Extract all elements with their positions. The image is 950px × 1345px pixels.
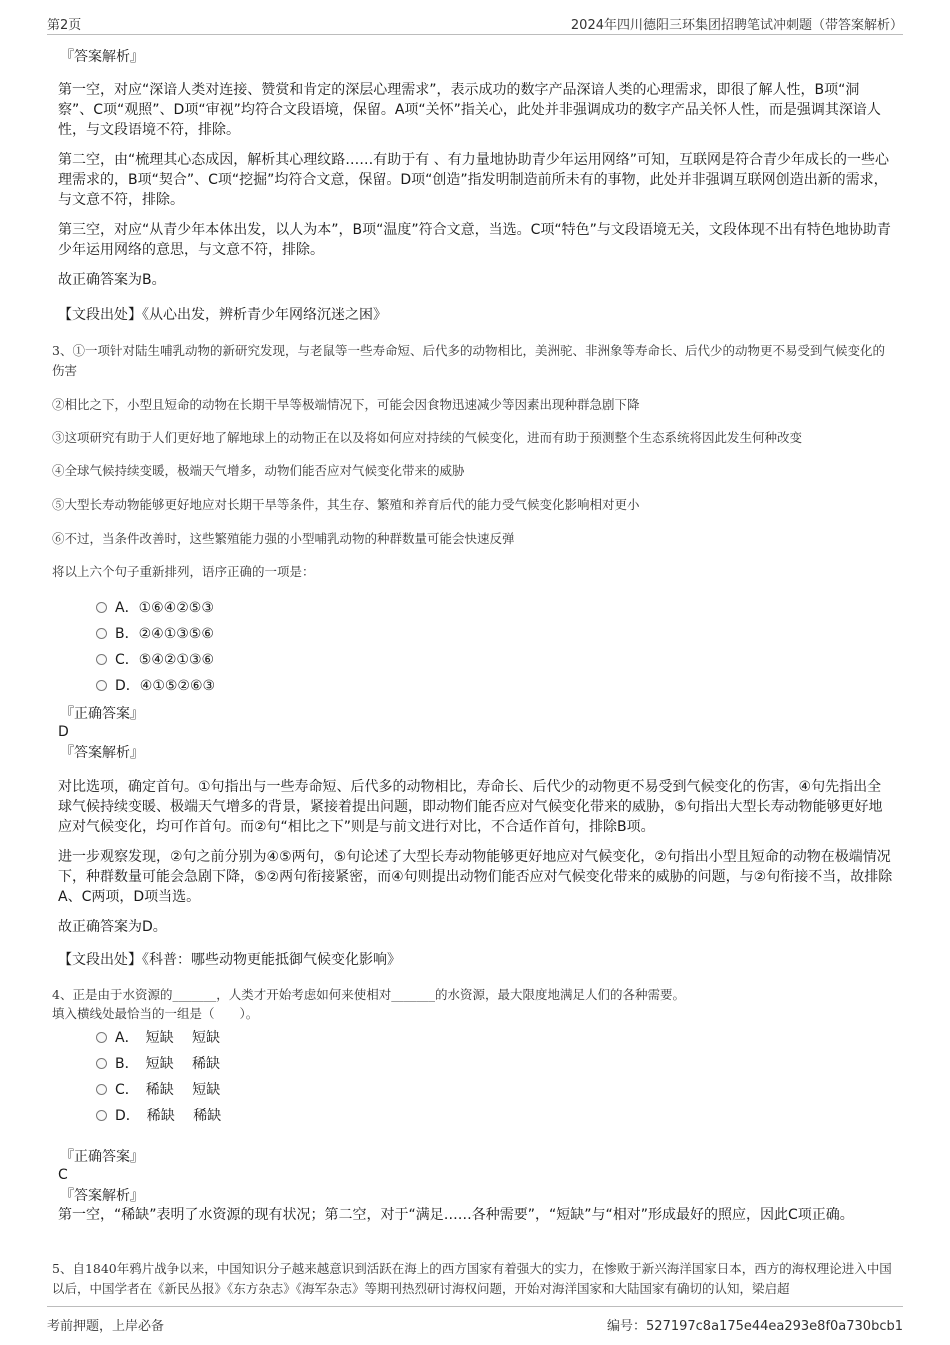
q3-sentence-4: ④全球气候持续变暖，极端天气增多，动物们能否应对气候变化带来的威胁 <box>52 463 465 478</box>
q3-stem-sentence-1: 3、①一项针对陆生哺乳动物的新研究发现，与老鼠等一些寿命短、后代多的动物相比，美洲驼、非洲象等寿命长、后代少的动物更不易受到气候变化的伤害 <box>52 343 885 378</box>
q2-analysis-paragraph-1: 第一空，对应“深谙人类对连接、赞赏和肯定的深层心理需求”，表示成功的数字产品深谙人类的心理需求，即很了解人性，B项“洞察”、C项“观照”、D项“审视”均符合文段语境，保留。A项“关怀”指关心，此处并非强调成功的数字产品关怀人性，而是强调其深谙人性，与文段语境不符，排除。 <box>58 82 881 138</box>
q3-sentence-6: ⑥不过，当条件改善时，这些繁殖能力强的小型哺乳动物的种群数量可能会快速反弹 <box>52 531 515 546</box>
radio-icon[interactable] <box>96 628 107 639</box>
q2-conclusion: 故正确答案为B。 <box>58 272 166 288</box>
q2-analysis-paragraph-2: 第二空，由“梳理其心态成因，解析其心理纹路……有助于有 、有力量地协助青少年运用网络”可知，互联网是符合青少年成长的一些心理需求的，B项“契合”、C项“挖掘”均符合文意，保留。D项“创造”指发明制造前所未有的事物，此处并非强调互联网创造出新的需求，与文意不符，排除。 <box>58 152 889 208</box>
q3-source: 【文段出处】《科普：哪些动物更能抵御气候变化影响》 <box>58 952 401 968</box>
q4-analysis-paragraph-1: 第一空，“稀缺”表明了水资源的现有状况；第二空，对于“满足……各种需要”，“短缺”与“相对”形成最好的照应，因此C项正确。 <box>58 1207 854 1223</box>
q3-option-d[interactable] <box>96 676 215 696</box>
q4-option-d[interactable] <box>96 1106 221 1126</box>
q4-stem: 4、正是由于水资源的_______，人类才开始考虑如何来使相对_______的水资源，最大限度地满足人们的各种需要。 <box>52 987 685 1002</box>
q3-answer: D <box>58 724 69 740</box>
q3-conclusion: 故正确答案为D。 <box>58 919 167 935</box>
q4-option-a-label: A． 短缺 短缺 <box>115 1030 221 1046</box>
q4-prompt: 填入横线处最恰当的一组是（ ）。 <box>52 1006 259 1021</box>
radio-icon[interactable] <box>96 602 107 613</box>
q5-stem: 5、自1840年鸦片战争以来，中国知识分子越来越意识到活跃在海上的西方国家有着强大的实力，在惨败于新兴海洋国家日本，西方的海权理论进入中国以后，中国学者在《新民丛报》《东方杂志》《海军杂志》等期刊热烈研讨海权问题，开始对海洋国家和大陆国家有确切的认知，梁启超 <box>52 1261 892 1296</box>
q3-option-a[interactable] <box>96 598 214 618</box>
q4-option-a[interactable] <box>96 1028 220 1048</box>
q3-sentence-5: ⑤大型长寿动物能够更好地应对长期干旱等条件，其生存、繁殖和养育后代的能力受气候变化影响相对更小 <box>52 497 640 512</box>
q3-option-d-label: D．④①⑤②⑥③ <box>115 678 216 694</box>
q4-option-d-label: D． 稀缺 稀缺 <box>115 1108 222 1124</box>
q3-option-c[interactable] <box>96 650 214 670</box>
radio-icon[interactable] <box>96 1084 107 1095</box>
q3-option-b[interactable] <box>96 624 214 644</box>
footer-document-code: 编号：527197c8a175e44ea293e8f0a730bcb1 <box>607 1319 903 1334</box>
q4-option-b[interactable] <box>96 1054 220 1074</box>
q2-analysis-label: 『答案解析』 <box>60 49 144 65</box>
footer-slogan: 考前押题，上岸必备 <box>47 1319 165 1334</box>
q3-option-c-label: C．⑤④②①③⑥ <box>115 652 215 668</box>
radio-icon[interactable] <box>96 1032 107 1043</box>
radio-icon[interactable] <box>96 1110 107 1121</box>
q4-option-c-label: C． 稀缺 短缺 <box>115 1082 221 1098</box>
page-footer <box>47 1306 903 1337</box>
q4-option-c[interactable] <box>96 1080 220 1100</box>
q4-analysis-label: 『答案解析』 <box>60 1188 144 1204</box>
q4-answer: C <box>58 1167 68 1183</box>
page-header <box>47 12 903 35</box>
q3-option-a-label: A．①⑥④②⑤③ <box>115 600 214 616</box>
q3-sentence-2: ②相比之下，小型且短命的动物在长期干旱等极端情况下，可能会因食物迅速减少等因素出现种群急剧下降 <box>52 397 640 412</box>
radio-icon[interactable] <box>96 680 107 691</box>
q2-source: 【文段出处】《从心出发，辨析青少年网络沉迷之困》 <box>58 307 387 323</box>
q3-analysis-paragraph-2: 进一步观察发现，②句之前分别为④⑤两句，⑤句论述了大型长寿动物能够更好地应对气候变化，②句指出小型且短命的动物在极端情况下，种群数量可能会急剧下降，⑤②两句衔接紧密，而④句则提出动物们能否应对气候变化带来的威胁的问题，与②句衔接不当，故排除A、C两项，D项当选。 <box>58 849 893 905</box>
radio-icon[interactable] <box>96 1058 107 1069</box>
document-title: 2024年四川德阳三环集团招聘笔试冲刺题（带答案解析） <box>570 18 903 33</box>
q2-analysis-paragraph-3: 第三空，对应“从青少年本体出发，以人为本”，B项“温度”符合文意，当选。C项“特色”与文段语境无关，文段体现不出有特色地协助青少年运用网络的意思，与文意不符，排除。 <box>58 222 891 258</box>
q3-prompt: 将以上六个句子重新排列，语序正确的一项是： <box>52 564 315 579</box>
radio-icon[interactable] <box>96 654 107 665</box>
q3-option-b-label: B．②④①③⑤⑥ <box>115 626 214 642</box>
q4-option-b-label: B． 短缺 稀缺 <box>115 1056 221 1072</box>
q3-sentence-3: ③这项研究有助于人们更好地了解地球上的动物正在以及将如何应对持续的气候变化，进而有助于预测整个生态系统将因此发生何种改变 <box>52 430 803 445</box>
q3-answer-label: 『正确答案』 <box>60 706 144 722</box>
q3-analysis-paragraph-1: 对比选项，确定首句。①句指出与一些寿命短、后代多的动物相比，寿命长、后代少的动物更不易受到气候变化的伤害，④句先指出全球气候持续变暖、极端天气增多的背景，紧接着提出问题，即动物们能否应对气候变化带来的威胁，⑤句指出大型长寿动物能够更好地应对气候变化，均可作首句。而②句“相比之下”则是与前文进行对比，不合适作首句，排除B项。 <box>58 779 883 835</box>
page-number: 第2页 <box>47 18 82 33</box>
q3-analysis-label: 『答案解析』 <box>60 745 144 761</box>
q4-answer-label: 『正确答案』 <box>60 1149 144 1165</box>
